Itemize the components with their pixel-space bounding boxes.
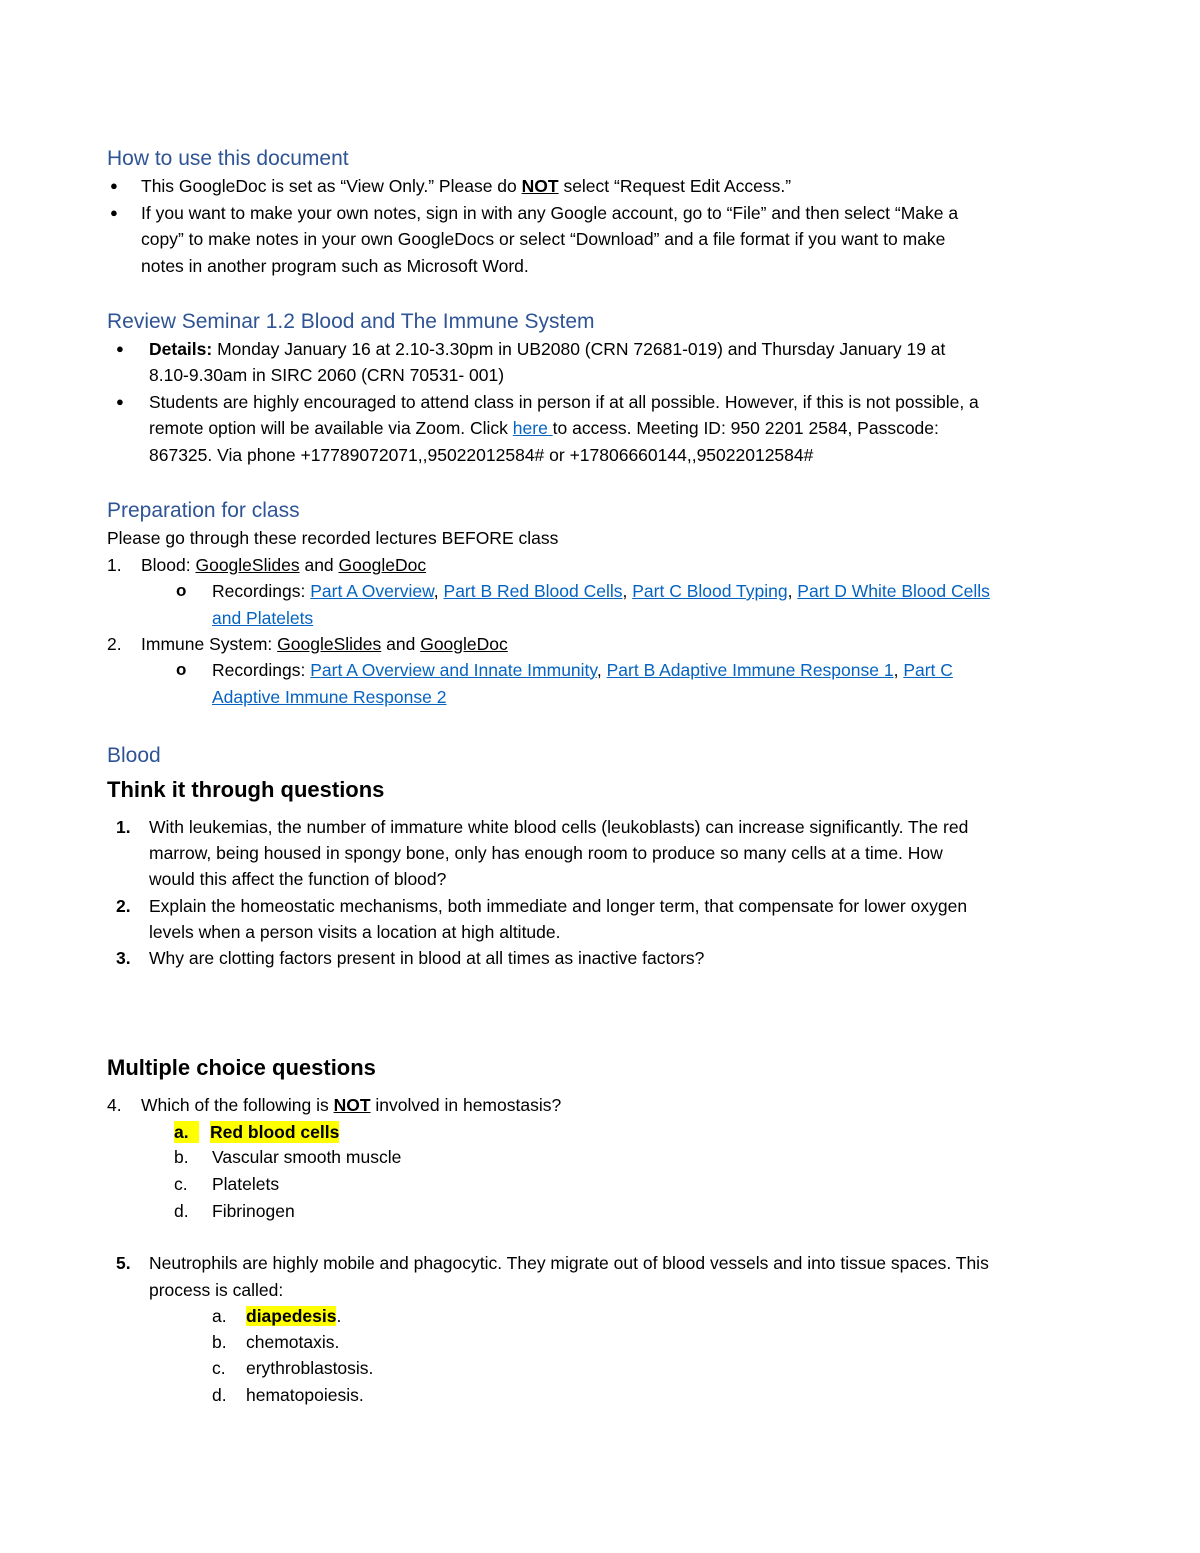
prep-item-1-recordings: Recordings: Part A Overview, Part B Red Blood Cells, Part C Blood Typing, Part D White Blood Cells — [212, 581, 990, 601]
heading-preparation: Preparation for class — [107, 499, 300, 522]
question-5-number: 5. — [116, 1253, 131, 1273]
question-5-line-1: Neutrophils are highly mobile and phagocytic. They migrate out of blood vessels and into tissue spaces. This — [149, 1253, 989, 1273]
prep-item-2-number: 2. — [107, 634, 122, 654]
question-1-line-2: marrow, being housed in spongy bone, only has enough room to produce so many cells at a time. How — [149, 843, 943, 863]
q4-option-b: Vascular smooth muscle — [212, 1147, 402, 1167]
bullet-icon: ● — [110, 205, 118, 220]
q4-option-a-answer: Red blood cells — [210, 1122, 340, 1142]
prep-item-2-recordings-cont — [212, 686, 446, 708]
recording-link-immune-part-c[interactable]: Part C — [903, 660, 953, 680]
question-4-text: Which of the following is NOT involved in hemostasis? — [141, 1095, 562, 1115]
prep-item-2-recordings: Recordings: Part A Overview and Innate Immunity, Part B Adaptive Immune Response 1, Part C — [212, 660, 953, 680]
seminar-attend-line-1: Students are highly encouraged to attend class in person if at all possible. However, if this is not possible, a — [149, 392, 979, 412]
question-1-line-1: With leukemias, the number of immature white blood cells (leukoblasts) can increase significantly. The red — [149, 817, 969, 837]
question-3-number: 3. — [116, 948, 131, 968]
recording-link-immune-part-b[interactable]: Part B Adaptive Immune Response 1 — [606, 660, 894, 680]
q5-option-a-letter: a. — [212, 1306, 227, 1326]
question-4-number: 4. — [107, 1095, 122, 1115]
recording-link-blood-part-d[interactable]: Part D White Blood Cells — [797, 581, 990, 601]
immune-googledoc-link[interactable]: GoogleDoc — [420, 634, 508, 654]
q4-option-d: Fibrinogen — [212, 1201, 295, 1221]
q5-option-d: hematopoiesis. — [246, 1385, 364, 1405]
use-bullet-1: This GoogleDoc is set as “View Only.” Please do NOT select “Request Edit Access.” — [141, 176, 792, 196]
question-3-line-1: Why are clotting factors present in blood at all times as inactive factors? — [149, 948, 705, 968]
heading-review-seminar: Review Seminar 1.2 Blood and The Immune System — [107, 310, 595, 333]
q4-option-c: Platelets — [212, 1174, 280, 1194]
recording-link-blood-part-b[interactable]: Part B Red Blood Cells — [443, 581, 623, 601]
heading-multiple-choice: Multiple choice questions — [107, 1055, 376, 1080]
q4-option-c-letter: c. — [174, 1174, 188, 1194]
seminar-attend-line-2: remote option will be available via Zoom. Click here to access. Meeting ID: 950 2201 2584, Passcode: — [149, 418, 939, 438]
question-5-line-2: process is called: — [149, 1280, 284, 1300]
sub-bullet-o-icon: o — [176, 660, 187, 679]
question-2-line-2: levels when a person visits a location at high altitude. — [149, 922, 561, 942]
q4-option-d-letter: d. — [174, 1201, 189, 1221]
seminar-attend-line-3: 867325. Via phone +17789072071,,95022012584# or +17806660144,,95022012584# — [149, 445, 814, 465]
heading-how-to-use: How to use this document — [107, 147, 349, 170]
seminar-details-line-2: 8.10-9.30am in SIRC 2060 (CRN 70531- 001) — [149, 365, 505, 385]
recording-link-immune-part-a[interactable]: Part A Overview and Innate Immunity — [310, 660, 597, 680]
prep-item-1: Blood: GoogleSlides and GoogleDoc — [141, 555, 427, 575]
prep-item-1-number: 1. — [107, 555, 122, 575]
prep-item-1-recordings-cont — [212, 607, 313, 629]
heading-blood: Blood — [107, 744, 161, 767]
prep-item-2: Immune System: GoogleSlides and GoogleDoc — [141, 634, 508, 654]
recording-link-immune-part-c-cont[interactable]: Adaptive Immune Response 2 — [212, 687, 447, 707]
bullet-icon: ● — [116, 341, 124, 356]
question-2-number: 2. — [116, 896, 131, 916]
details-label: Details: — [149, 339, 213, 359]
q5-option-d-letter: d. — [212, 1385, 227, 1405]
blood-googledoc-link[interactable]: GoogleDoc — [338, 555, 427, 575]
use-bullet-2-line-2: copy” to make notes in your own GoogleDocs or select “Download” and a file format if you want to make — [141, 229, 946, 249]
recording-link-blood-part-d-cont[interactable]: and Platelets — [212, 608, 314, 628]
question-1-line-3: would this affect the function of blood? — [149, 869, 447, 889]
heading-think-it-through: Think it through questions — [107, 777, 385, 802]
q5-option-b: chemotaxis. — [246, 1332, 340, 1352]
q5-option-c: erythroblastosis. — [246, 1358, 374, 1378]
q5-option-b-letter: b. — [212, 1332, 227, 1352]
q4-option-b-letter: b. — [174, 1147, 189, 1167]
emphasis-not: NOT — [521, 176, 559, 196]
immune-googleslides-link[interactable]: GoogleSlides — [277, 634, 382, 654]
zoom-link[interactable]: here — [512, 418, 553, 438]
use-bullet-2-line-1: If you want to make your own notes, sign in with any Google account, go to “File” and then select “Make a — [141, 203, 959, 223]
prep-intro: Please go through these recorded lectures BEFORE class — [107, 528, 559, 548]
q4-option-a-letter: a. — [174, 1121, 199, 1143]
question-2-line-1: Explain the homeostatic mechanisms, both immediate and longer term, that compensate for lower oxygen — [149, 896, 968, 916]
q5-option-a: diapedesis. — [246, 1306, 342, 1326]
use-bullet-2-line-3: notes in another program such as Microsoft Word. — [141, 256, 529, 276]
emphasis-not: NOT — [333, 1095, 371, 1115]
recording-link-blood-part-c[interactable]: Part C Blood Typing — [632, 581, 788, 601]
q5-option-a-answer: diapedesis — [246, 1306, 337, 1326]
q5-option-c-letter: c. — [212, 1358, 226, 1378]
sub-bullet-o-icon: o — [176, 581, 187, 600]
blood-googleslides-link[interactable]: GoogleSlides — [195, 555, 300, 575]
question-1-number: 1. — [116, 817, 131, 837]
recording-link-blood-part-a[interactable]: Part A Overview — [310, 581, 434, 601]
bullet-icon: ● — [116, 394, 124, 409]
bullet-icon: ● — [110, 178, 118, 193]
seminar-details-line-1: Details: Monday January 16 at 2.10-3.30pm in UB2080 (CRN 72681-019) and Thursday January 19 at — [149, 339, 946, 359]
